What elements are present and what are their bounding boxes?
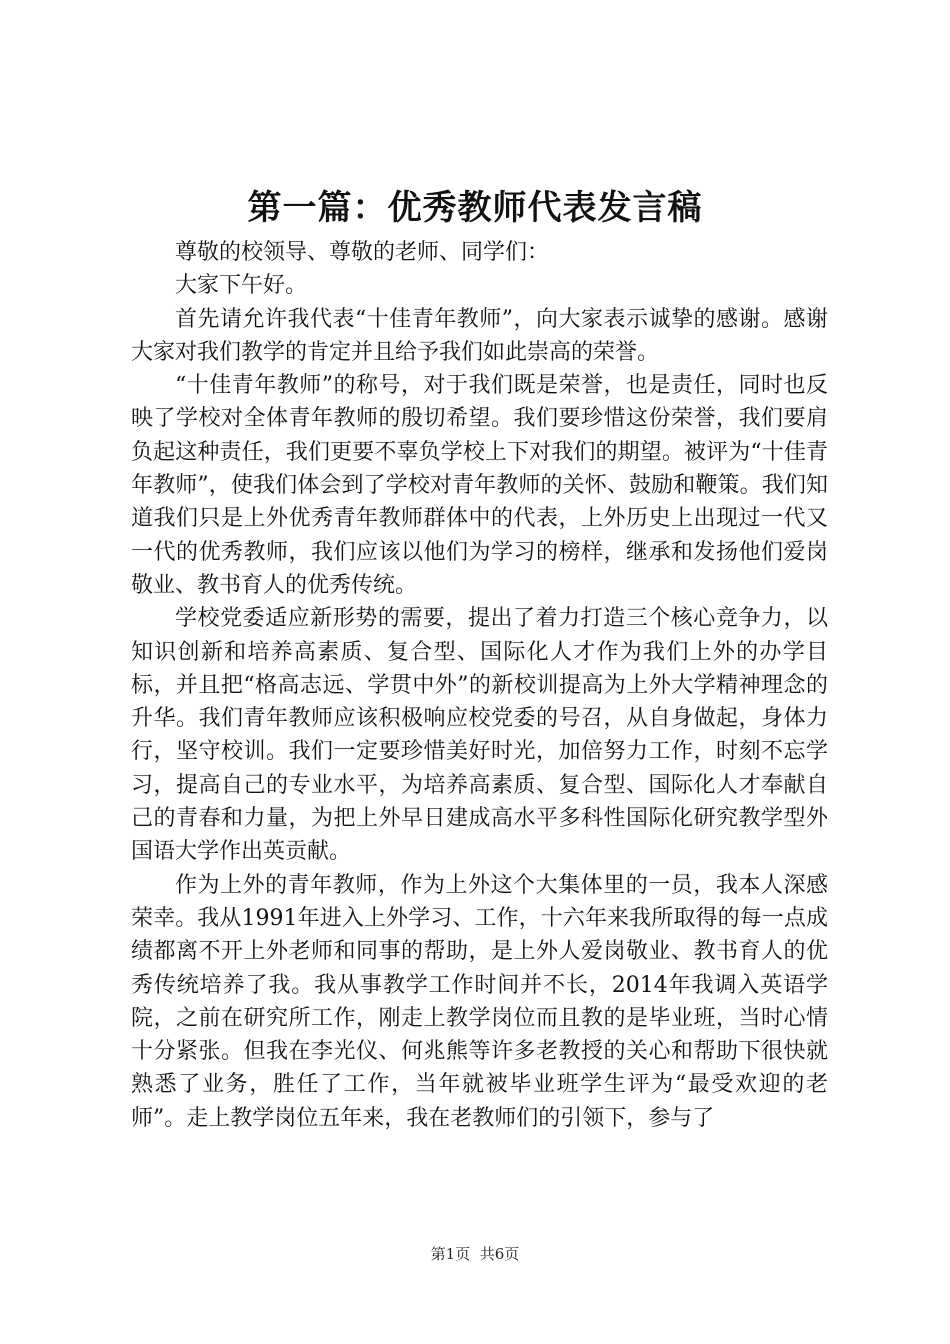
paragraph-honor: “十佳青年教师”的称号，对于我们既是荣誉，也是责任，同时也反映了学校对全体青年教师的殷切希望。我们要珍惜这份荣誉，我们要肩负起这种责任，我们更要不辜负学校上下对我们的期望。被评为“十佳青年教师”，使我们体会到了学校对青年教师的关怀、鼓励和鞭策。我们知道我们只是上外优秀青年教师群体中的代表，上外历史上出现过一代又一代的优秀教师，我们应该以他们为学习的榜样，继承和发扬他们爱岗敬业、教书育人的优秀传统。: [131, 373, 828, 598]
paragraph-salutation: 尊敬的校领导、尊敬的老师、同学们：: [175, 240, 550, 265]
page-footer: [0, 1244, 950, 1264]
page-title: 第一篇：优秀教师代表发言稿: [247, 188, 703, 228]
page-number: 第1页: [430, 1245, 471, 1263]
paragraph-school-goals: 学校党委适应新形势的需要，提出了着力打造三个核心竞争力，以知识创新和培养高素质、复合型、国际化人才作为我们上外的办学目标，并且把“格高志远、学贯中外”的新校训提高为上外大学精神理念的升华。我们青年教师应该积极响应校党委的号召，从自身做起，身体力行，坚守校训。我们一定要珍惜美好时光，加倍努力工作，时刻不忘学习，提高自己的专业水平，为培养高素质、复合型、国际化人才奉献自己的青春和力量，为把上外早日建成高水平多科性国际化研究教学型外国语大学作出英贡献。: [131, 606, 828, 865]
page-total: 共6页: [479, 1245, 520, 1263]
document-body: [131, 236, 828, 1135]
paragraph-thanks: 首先请允许我代表“十佳青年教师”，向大家表示诚挚的感谢。感谢大家对我们教学的肯定并且给予我们如此崇高的荣誉。: [131, 306, 828, 365]
paragraph-greeting: 大家下午好。: [175, 273, 308, 299]
paragraph-personal-experience: 作为上外的青年教师，作为上外这个大集体里的一员，我本人深感荣幸。我从1991年进入上外学习、工作，十六年来我所取得的每一点成绩都离不开上外老师和同事的帮助，是上外人爱岗敬业、教书育人的优秀传统培养了我。我从事教学工作时间并不长，2014年我调入英语学院，之前在研究所工作，刚走上教学岗位而且教的是毕业班，当时心情十分紧张。但我在李光仪、何兆熊等许多老教授的关心和帮助下很快就熟悉了业务，胜任了工作，当年就被毕业班学生评为“最受欢迎的老师”。走上教学岗位五年来，我在老教师们的引领下，参与了: [131, 872, 828, 1131]
